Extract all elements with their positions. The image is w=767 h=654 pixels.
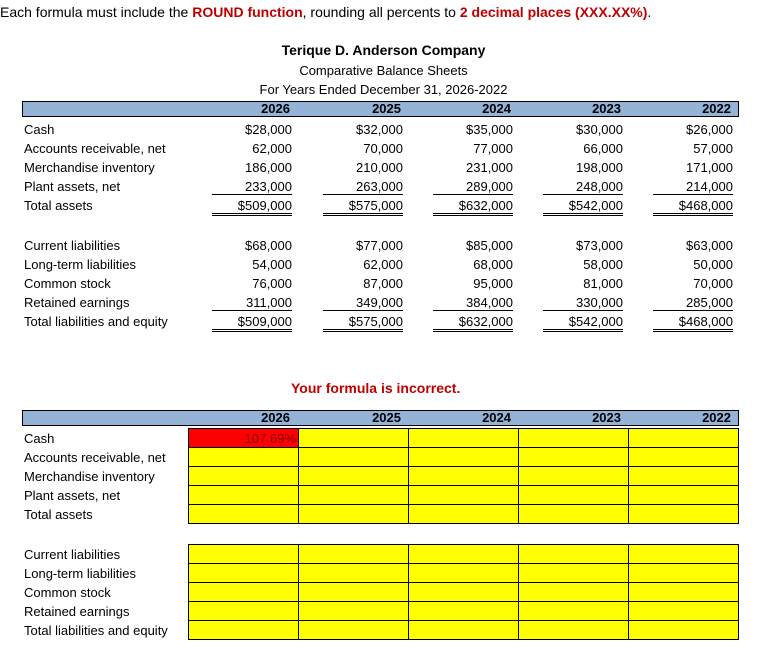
cs-2026: 76,000: [252, 276, 292, 291]
company-name: Terique D. Anderson Company: [281, 42, 486, 58]
input-total-assets-2022[interactable]: [628, 504, 739, 524]
input-plant-assets-2024[interactable]: [408, 485, 519, 505]
label-retained-earnings: Retained earnings: [24, 295, 130, 310]
input-retained-earnings-2026[interactable]: [188, 601, 299, 621]
cash-2022: $26,000: [686, 122, 733, 137]
total-assets-2025: $575,000: [323, 198, 403, 216]
total-assets-2024: $632,000: [433, 198, 513, 216]
ltl-2025: 62,000: [363, 257, 403, 272]
answer-label-long-term-liabilities: Long-term liabilities: [24, 566, 136, 581]
input-total-assets-2024[interactable]: [408, 504, 519, 524]
label-long-term-liabilities: Long-term liabilities: [24, 257, 136, 272]
input-current-liabilities-2022[interactable]: [628, 544, 739, 564]
input-current-liabilities-2026[interactable]: [188, 544, 299, 564]
ar-2026: 62,000: [252, 141, 292, 156]
plant-2025: 263,000: [323, 179, 403, 195]
input-cash-2022[interactable]: [628, 428, 739, 448]
ltl-2022: 50,000: [693, 257, 733, 272]
label-current-liabilities: Current liabilities: [24, 238, 121, 253]
label-accounts-receivable: Accounts receivable, net: [24, 141, 166, 156]
input-common-stock-2024[interactable]: [408, 582, 519, 602]
input-accounts-receivable-2025[interactable]: [298, 447, 409, 467]
answer-header-2026: 2026: [261, 410, 290, 425]
answer-label-total-assets: Total assets: [24, 507, 93, 522]
input-plant-assets-2026[interactable]: [188, 485, 299, 505]
input-total-liabilities-equity-2024[interactable]: [408, 620, 519, 640]
input-cash-2025[interactable]: [298, 428, 409, 448]
answer-label-cash: Cash: [24, 431, 55, 446]
input-accounts-receivable-2022[interactable]: [628, 447, 739, 467]
inventory-2026: 186,000: [245, 160, 292, 175]
input-merchandise-inventory-2024[interactable]: [408, 466, 519, 486]
cl-2024: $85,000: [466, 238, 513, 253]
cs-2022: 70,000: [693, 276, 733, 291]
total-assets-2023: $542,000: [543, 198, 623, 216]
cs-2024: 95,000: [473, 276, 513, 291]
input-plant-assets-2023[interactable]: [518, 485, 629, 505]
input-total-liabilities-equity-2023[interactable]: [518, 620, 629, 640]
input-common-stock-2022[interactable]: [628, 582, 739, 602]
input-merchandise-inventory-2025[interactable]: [298, 466, 409, 486]
cash-2024: $35,000: [466, 122, 513, 137]
plant-2026: 233,000: [212, 179, 292, 195]
inventory-2022: 171,000: [686, 160, 733, 175]
cl-2025: $77,000: [356, 238, 403, 253]
input-merchandise-inventory-2022[interactable]: [628, 466, 739, 486]
year-header-2025: 2025: [372, 101, 401, 116]
cash-2026: $28,000: [245, 122, 292, 137]
tle-2024: $632,000: [433, 314, 513, 332]
answer-label-total-liabilities-equity: Total liabilities and equity: [24, 623, 168, 638]
input-long-term-liabilities-2022[interactable]: [628, 563, 739, 583]
input-retained-earnings-2023[interactable]: [518, 601, 629, 621]
ar-2022: 57,000: [693, 141, 733, 156]
input-total-assets-2025[interactable]: [298, 504, 409, 524]
re-2025: 349,000: [323, 295, 403, 311]
report-title: Comparative Balance Sheets: [299, 63, 468, 78]
cs-2023: 81,000: [583, 276, 623, 291]
ar-2025: 70,000: [363, 141, 403, 156]
inventory-2023: 198,000: [576, 160, 623, 175]
cl-2022: $63,000: [686, 238, 733, 253]
tle-2025: $575,000: [323, 314, 403, 332]
input-retained-earnings-2024[interactable]: [408, 601, 519, 621]
input-accounts-receivable-2023[interactable]: [518, 447, 629, 467]
answer-label-retained-earnings: Retained earnings: [24, 604, 130, 619]
input-long-term-liabilities-2025[interactable]: [298, 563, 409, 583]
answer-label-accounts-receivable: Accounts receivable, net: [24, 450, 166, 465]
inventory-2025: 210,000: [356, 160, 403, 175]
inventory-2024: 231,000: [466, 160, 513, 175]
input-cash-2023[interactable]: [518, 428, 629, 448]
input-merchandise-inventory-2026[interactable]: [188, 466, 299, 486]
input-long-term-liabilities-2026[interactable]: [188, 563, 299, 583]
input-common-stock-2025[interactable]: [298, 582, 409, 602]
ar-2024: 77,000: [473, 141, 513, 156]
plant-2022: 214,000: [653, 179, 733, 195]
ltl-2023: 58,000: [583, 257, 623, 272]
feedback-message: Your formula is incorrect.: [291, 380, 461, 396]
plant-2023: 248,000: [543, 179, 623, 195]
year-header-2022: 2022: [702, 101, 731, 116]
cash-2023: $30,000: [576, 122, 623, 137]
input-plant-assets-2025[interactable]: [298, 485, 409, 505]
round-function-emphasis: ROUND function: [192, 4, 303, 20]
instruction-text: Each formula must include the ROUND function, rounding all percents to 2 decimal places (XXX.XX%).: [0, 4, 652, 20]
label-cash: Cash: [24, 122, 55, 137]
input-retained-earnings-2025[interactable]: [298, 601, 409, 621]
ltl-2026: 54,000: [252, 257, 292, 272]
input-retained-earnings-2022[interactable]: [628, 601, 739, 621]
ltl-2024: 68,000: [473, 257, 513, 272]
tle-2023: $542,000: [543, 314, 623, 332]
input-total-assets-2023[interactable]: [518, 504, 629, 524]
answer-header-2024: 2024: [482, 410, 511, 425]
ar-2023: 66,000: [583, 141, 623, 156]
plant-2024: 289,000: [433, 179, 513, 195]
year-header-2023: 2023: [592, 101, 621, 116]
input-cash-2024[interactable]: [408, 428, 519, 448]
cl-2026: $68,000: [245, 238, 292, 253]
input-total-assets-2026[interactable]: [188, 504, 299, 524]
cl-2023: $73,000: [576, 238, 623, 253]
year-header-2024: 2024: [482, 101, 511, 116]
re-2022: 285,000: [653, 295, 733, 311]
label-total-liabilities-equity: Total liabilities and equity: [24, 314, 168, 329]
tle-2022: $468,000: [653, 314, 733, 332]
answer-header-2022: 2022: [702, 410, 731, 425]
answer-header-2025: 2025: [372, 410, 401, 425]
re-2026: 311,000: [212, 295, 292, 311]
answer-label-common-stock: Common stock: [24, 585, 111, 600]
input-current-liabilities-2025[interactable]: [298, 544, 409, 564]
re-2023: 330,000: [543, 295, 623, 311]
input-current-liabilities-2023[interactable]: [518, 544, 629, 564]
input-common-stock-2026[interactable]: [188, 582, 299, 602]
label-plant-assets: Plant assets, net: [24, 179, 121, 194]
total-assets-2022: $468,000: [653, 198, 733, 216]
label-total-assets: Total assets: [24, 198, 93, 213]
input-plant-assets-2022[interactable]: [628, 485, 739, 505]
input-long-term-liabilities-2023[interactable]: [518, 563, 629, 583]
answer-label-plant-assets: Plant assets, net: [24, 488, 121, 503]
cs-2025: 87,000: [363, 276, 403, 291]
input-cash-2026[interactable]: 107.69%: [188, 428, 299, 448]
input-long-term-liabilities-2024[interactable]: [408, 563, 519, 583]
cash-2025: $32,000: [356, 122, 403, 137]
tle-2026: $509,000: [212, 314, 292, 332]
input-current-liabilities-2024[interactable]: [408, 544, 519, 564]
label-merchandise-inventory: Merchandise inventory: [24, 160, 155, 175]
input-accounts-receivable-2026[interactable]: [188, 447, 299, 467]
decimal-places-emphasis: 2 decimal places (XXX.XX%): [459, 4, 648, 20]
year-header-2026: 2026: [261, 101, 290, 116]
report-period: For Years Ended December 31, 2026-2022: [259, 82, 508, 97]
input-total-liabilities-equity-2022[interactable]: [628, 620, 739, 640]
answer-header-2023: 2023: [592, 410, 621, 425]
answer-label-merchandise-inventory: Merchandise inventory: [24, 469, 155, 484]
input-accounts-receivable-2024[interactable]: [408, 447, 519, 467]
answer-label-current-liabilities: Current liabilities: [24, 547, 121, 562]
input-total-liabilities-equity-2025[interactable]: [298, 620, 409, 640]
input-total-liabilities-equity-2026[interactable]: [188, 620, 299, 640]
label-common-stock: Common stock: [24, 276, 111, 291]
input-merchandise-inventory-2023[interactable]: [518, 466, 629, 486]
re-2024: 384,000: [433, 295, 513, 311]
total-assets-2026: $509,000: [212, 198, 292, 216]
input-common-stock-2023[interactable]: [518, 582, 629, 602]
